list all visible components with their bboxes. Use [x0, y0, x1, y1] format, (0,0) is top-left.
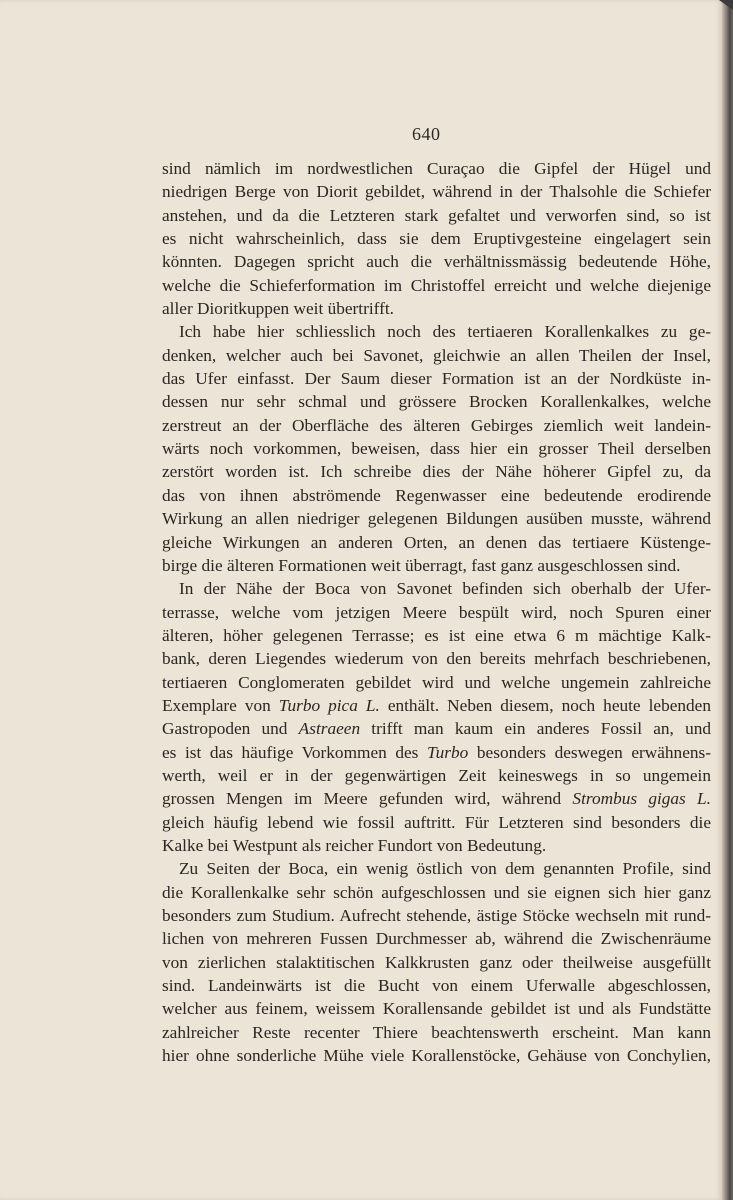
- text-run: Kalke bei Westpunt als reicher Fundort von Bedeutung.: [162, 835, 547, 855]
- text-run: gleiche Wirkungen an anderen Orten, an denen das tertiaere Küstenge-: [162, 532, 711, 552]
- text-line: [162, 974, 711, 997]
- text-run: zerstört worden ist. Ich schreibe dies der Nähe höherer Gipfel zu, da: [162, 462, 711, 482]
- text-line: [162, 601, 711, 624]
- text-run: Zu Seiten der Boca, ein wenig östlich von dem genannten Profile, sind: [179, 859, 711, 879]
- text-run: besonders deswegen erwähnens-: [468, 742, 711, 762]
- text-line: [162, 624, 711, 647]
- text-line: [162, 1044, 711, 1067]
- text-line: [162, 904, 711, 927]
- text-line: [162, 647, 711, 670]
- text-line: [162, 437, 711, 460]
- text-run: die Korallenkalke sehr schön aufgeschlossen und sie eignen sich hier ganz: [162, 882, 711, 902]
- text-line: [162, 484, 711, 507]
- text-run: wärts noch vorkommen, beweisen, dass hier ein grosser Theil derselben: [162, 439, 711, 459]
- text-run: birge die älteren Formationen weit überragt, fast ganz ausgeschlossen sind.: [162, 555, 681, 575]
- text-run: besonders zum Studium. Aufrecht stehende, ästige Stöcke wechseln mit rund-: [162, 906, 711, 925]
- text-run: In der Nähe der Boca von Savonet befinden sich oberhalb der Ufer-: [179, 579, 711, 599]
- text-run: Ich habe hier schliesslich noch des tertiaeren Korallenkalkes zu ge-: [179, 322, 711, 342]
- text-run: terrasse, welche vom jetzigen Meere bespült wird, noch Spuren einer: [162, 602, 711, 622]
- taxon-name: Astraeen: [298, 719, 361, 739]
- text-line: [162, 204, 711, 227]
- text-line: [162, 507, 711, 530]
- text-run: Exemplare von: [162, 695, 279, 715]
- text-line: [162, 811, 711, 834]
- text-line: [162, 414, 711, 437]
- text-run: bank, deren Liegendes wiederum von den bereits mehrfach beschriebenen,: [162, 649, 711, 669]
- text-line: [162, 927, 711, 950]
- text-run: niedrigen Berge von Diorit gebildet, während in der Thalsohle die Schiefer: [162, 182, 711, 202]
- taxon-name: Turbo pica L.: [278, 695, 380, 715]
- text-run: es ist das häufige Vorkommen des: [162, 742, 427, 762]
- text-line: [162, 694, 711, 717]
- text-run: tertiaeren Conglomeraten gebildet wird und welche ungemein zahlreiche: [162, 672, 711, 692]
- text-line: [162, 250, 711, 273]
- text-run: welcher aus feinem, weissem Korallensande gebildet ist und als Fundstätte: [162, 999, 711, 1019]
- text-run: hier ohne sonderliche Mühe viele Korallenstöcke, Gehäuse von Conchylien,: [162, 1046, 711, 1066]
- text-line: [162, 881, 711, 904]
- text-line: [162, 460, 711, 483]
- text-run: welche die Schieferformation im Christoffel erreicht und welche diejenige: [162, 275, 711, 295]
- text-line: [162, 297, 711, 320]
- text-line: [162, 764, 711, 787]
- text-line: [162, 157, 711, 180]
- text-run: zerstreut an der Oberfläche des älteren Gebirges ziemlich weit landein-: [162, 415, 711, 435]
- text-run: gleich häufig lebend wie fossil auftritt. Für Letzteren sind besonders die: [162, 812, 711, 832]
- book-spine-edge: [722, 0, 733, 1200]
- paragraph-first-line: [162, 857, 711, 880]
- text-run: zahlreicher Reste recenter Thiere beachtenswerth erscheint. Man kann: [162, 1022, 711, 1042]
- text-line: [162, 367, 711, 390]
- text-run: sind nämlich im nordwestlichen Curaçao die Gipfel der Hügel und: [162, 159, 711, 178]
- text-line: [162, 951, 711, 974]
- text-line: [162, 554, 711, 577]
- text-line: [162, 787, 711, 810]
- text-line: [162, 717, 711, 740]
- text-run: älteren, höher gelegenen Terrasse; es ist eine etwa 6 m mächtige Kalk-: [162, 625, 711, 645]
- text-run: es nicht wahrscheinlich, dass sie dem Eruptivgesteine eingelagert sein: [162, 229, 711, 249]
- body-text: [162, 157, 711, 1067]
- text-line: [162, 741, 711, 764]
- text-run: werth, weil er in der gegenwärtigen Zeit keineswegs in so ungemein: [162, 765, 711, 785]
- text-run: von zierlichen stalaktitischen Kalkkrusten ganz oder theilweise ausgefüllt: [162, 952, 711, 972]
- text-run: Wirkung an allen niedriger gelegenen Bildungen ausüben musste, während: [162, 509, 711, 529]
- text-line: [162, 390, 711, 413]
- taxon-name: Turbo: [427, 742, 469, 762]
- text-run: könnten. Dagegen spricht auch die verhältnissmässig bedeutende Höhe,: [162, 252, 711, 272]
- text-line: [162, 1021, 711, 1044]
- text-run: Gastropoden und: [162, 719, 299, 739]
- text-line: [162, 834, 711, 857]
- text-run: trifft man kaum ein anderes Fossil an, und: [360, 719, 711, 739]
- text-line: [162, 531, 711, 554]
- text-line: [162, 227, 711, 250]
- text-line: [162, 344, 711, 367]
- page-number: 640: [412, 124, 441, 144]
- text-run: das von ihnen abströmende Regenwasser eine bedeutende erodirende: [162, 485, 711, 505]
- text-run: denken, welcher auch bei Savonet, gleichwie an allen Theilen der Insel,: [162, 345, 711, 365]
- text-run: aller Dioritkuppen weit übertrifft.: [162, 299, 394, 319]
- paragraph-first-line: [162, 577, 711, 600]
- text-line: [162, 180, 711, 203]
- text-line: [162, 274, 711, 297]
- text-run: grossen Mengen im Meere gefunden wird, während: [162, 789, 573, 809]
- text-run: lichen von mehreren Fussen Durchmesser ab, während die Zwischenräume: [162, 929, 711, 949]
- text-line: [162, 997, 711, 1020]
- text-run: dessen nur sehr schmal und grössere Brocken Korallenkalkes, welche: [162, 392, 711, 412]
- text-run: anstehen, und da die Letzteren stark gefaltet und verworfen sind, so ist: [162, 205, 711, 225]
- paragraph-first-line: [162, 320, 711, 343]
- text-line: [162, 671, 711, 694]
- text-run: das Ufer einfasst. Der Saum dieser Formation ist an der Nordküste in-: [162, 369, 711, 389]
- taxon-name: Strombus gigas L.: [572, 789, 711, 809]
- text-run: enthält. Neben diesem, noch heute lebenden: [379, 695, 711, 715]
- text-run: sind. Landeinwärts ist die Bucht von einem Uferwalle abgeschlossen,: [162, 976, 711, 996]
